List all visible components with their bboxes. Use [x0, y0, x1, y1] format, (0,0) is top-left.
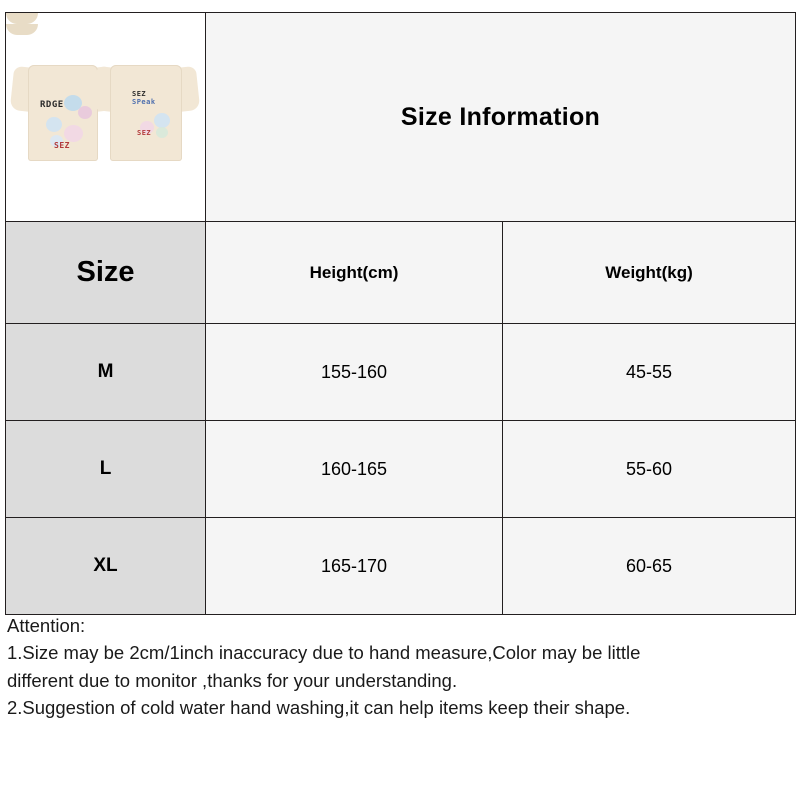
cell-weight-xl: 60-65	[503, 518, 796, 615]
table-header-row-columns	[6, 222, 796, 324]
print-blob-icon	[46, 117, 62, 132]
print-blob-icon	[64, 125, 83, 142]
cell-height-xl: 165-170	[206, 518, 503, 615]
print-text-3: SEZ	[132, 90, 147, 98]
print-text-2: SEZ	[54, 141, 70, 150]
tshirt-back-collar	[6, 13, 38, 24]
cell-size-l: L	[6, 421, 206, 518]
print-text-5: SEZ	[137, 129, 152, 137]
print-blob-icon	[154, 113, 170, 128]
tshirt-front-collar	[6, 24, 38, 35]
print-blob-icon	[78, 106, 92, 119]
tshirt-front-body	[110, 65, 182, 161]
table-row	[6, 421, 796, 518]
print-text-1: RDGE	[40, 100, 64, 110]
print-text-4: SPeak	[132, 98, 156, 106]
column-header-size: Size	[6, 222, 206, 324]
table-row	[6, 324, 796, 421]
attention-block	[7, 612, 793, 722]
print-blob-icon	[156, 127, 168, 138]
table-header-row-title	[6, 13, 796, 222]
cell-size-m: M	[6, 324, 206, 421]
cell-weight-m: 45-55	[503, 324, 796, 421]
page-title: Size Information	[206, 13, 796, 222]
cell-height-m: 155-160	[206, 324, 503, 421]
size-information-table	[5, 12, 796, 615]
tshirt-illustration	[6, 13, 206, 221]
product-image-cell	[6, 13, 206, 222]
column-header-weight: Weight(kg)	[503, 222, 796, 324]
column-header-height: Height(cm)	[206, 222, 503, 324]
table-row	[6, 518, 796, 615]
attention-line-3: 2.Suggestion of cold water hand washing,it can help items keep their shape.	[7, 697, 631, 719]
attention-heading: Attention:	[7, 615, 86, 636]
attention-line-2: different due to monitor ,thanks for your understanding.	[7, 669, 458, 691]
cell-weight-l: 55-60	[503, 421, 796, 518]
attention-line-1: 1.Size may be 2cm/1inch inaccuracy due to hand measure,Color may be little	[7, 642, 641, 664]
cell-size-xl: XL	[6, 518, 206, 615]
cell-height-l: 160-165	[206, 421, 503, 518]
